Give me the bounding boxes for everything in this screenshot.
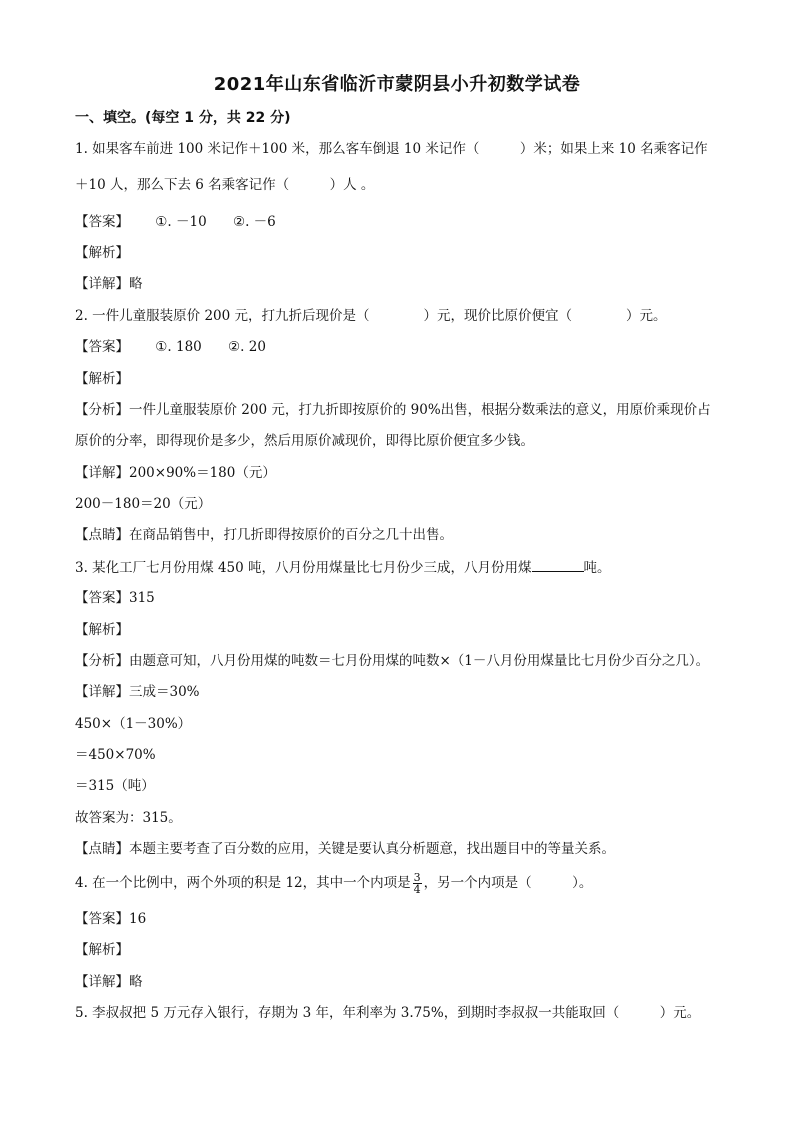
detail-text: ＝450×70% [75, 747, 156, 763]
question-4-line-1 [75, 872, 592, 895]
question-3-unit: 吨。 [583, 560, 611, 576]
analysis-text: 【分析】由题意可知，八月份用煤的吨数＝七月份用煤的吨数×（1－八月份用煤量比七月份少百分之几）。 [75, 653, 710, 669]
tip-text: 【点睛】在商品销售中，打几折即得按原价的百分之几十出售。 [75, 527, 453, 543]
detail-text: 【详解】三成＝30% [75, 684, 200, 700]
answer-item: ②. 20 [228, 339, 266, 355]
analysis-tag: 【解析】 [75, 622, 129, 638]
answer-tag: 【答案】 [75, 339, 129, 355]
detail-text: 【详解】略 [75, 276, 143, 292]
fraction-denominator: 4 [413, 883, 421, 896]
answer-text: 【答案】16 [75, 911, 147, 927]
question-2-answer [75, 337, 288, 357]
detail-text: ＝315（吨） [75, 778, 155, 794]
detail-text: 【详解】略 [75, 974, 143, 990]
fraction-numerator: 3 [413, 871, 421, 884]
question-5-line-1: 5. 李叔叔把 5 万元存入银行，存期为 3 年，年利率为 3.75%，到期时李叔叔一共能取回（ ）元。 [75, 1005, 701, 1021]
question-4-text-end: ，另一个内项是（ ）。 [423, 875, 593, 891]
question-4-text: 4. 在一个比例中，两个外项的积是 12，其中一个内项是 [75, 875, 411, 891]
analysis-text: 【分析】一件儿童服装原价 200 元，打九折即按原价的 90%出售，根据分数乘法的意义，用原价乘现价占 [75, 402, 711, 418]
detail-text: 故答案为：315。 [75, 810, 182, 826]
analysis-tag: 【解析】 [75, 942, 129, 958]
answer-item: ①. 180 [155, 339, 202, 355]
section-heading: 一、填空。(每空 1 分，共 22 分) [75, 110, 291, 126]
tip-text: 【点睛】本题主要考查了百分数的应用，关键是要认真分析题意，找出题目中的等量关系。 [75, 841, 615, 857]
analysis-text: 原价的分率，即得现价是多少，然后用原价减现价，即得比原价便宜多少钱。 [75, 433, 534, 449]
question-1-line-2: ＋10 人，那么下去 6 名乘客记作（ ）人 。 [75, 177, 375, 193]
question-1-answer [75, 212, 298, 232]
analysis-tag: 【解析】 [75, 245, 129, 261]
answer-item: ①. －10 [155, 214, 207, 230]
fraction [413, 872, 422, 895]
question-3-text: 3. 某化工厂七月份用煤 450 吨，八月份用煤量比七月份少三成，八月份用煤 [75, 560, 532, 576]
page-title: 2021年山东省临沂市蒙阴县小升初数学试卷 [213, 74, 581, 95]
analysis-tag: 【解析】 [75, 371, 129, 387]
detail-text: 200－180＝20（元） [75, 496, 212, 512]
answer-tag: 【答案】 [75, 214, 129, 230]
question-3-line-1 [75, 557, 611, 578]
question-2-line-1: 2. 一件儿童服装原价 200 元，打九折后现价是（ ）元，现价比原价便宜（ ）元。 [75, 308, 667, 324]
detail-text: 【详解】200×90%＝180（元） [75, 465, 276, 481]
question-1-line-1: 1. 如果客车前进 100 米记作＋100 米，那么客车倒退 10 米记作（ ）米；如果上来 10 名乘客记作 [75, 141, 708, 157]
detail-text: 450×（1－30%） [75, 716, 192, 732]
answer-blank [532, 557, 584, 572]
answer-text: 【答案】315 [75, 590, 155, 606]
answer-item: ②. －6 [232, 214, 276, 230]
